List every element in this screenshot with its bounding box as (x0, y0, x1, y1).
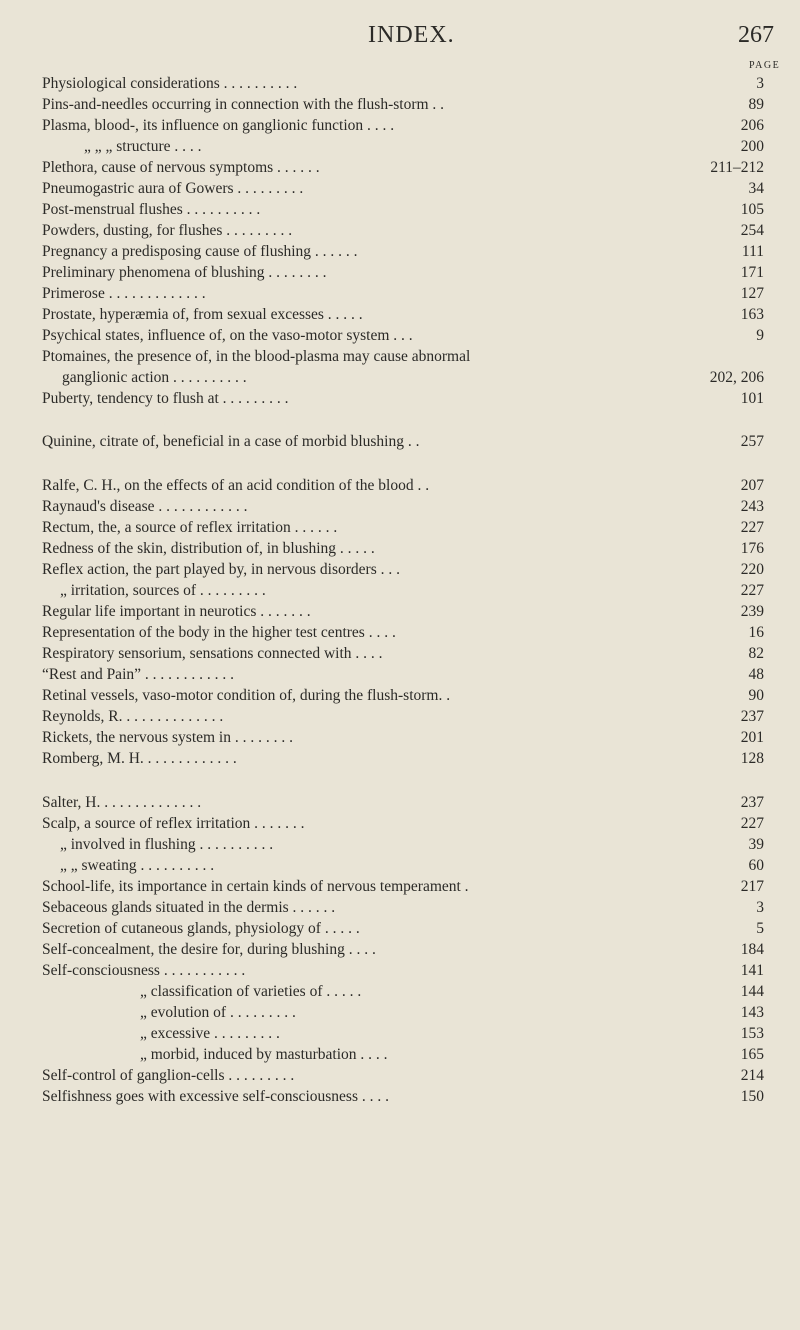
index-entry (42, 221, 764, 241)
entry-page: 257 (740, 433, 764, 450)
index-entry (42, 623, 764, 643)
entry-text: Powders, dusting, for flushes . . . . . . . . . (42, 222, 293, 239)
entry-text: Psychical states, influence of, on the vaso-motor system . . . (42, 327, 413, 344)
entry-text: Respiratory sensorium, sensations connected with . . . . (42, 645, 383, 662)
index-entry (60, 581, 764, 601)
entry-page: 105 (740, 201, 764, 218)
entry-page: 227 (740, 815, 764, 832)
entry-text: „ classification of varieties of . . . . . (140, 983, 362, 1000)
entry-text: Preliminary phenomena of blushing . . . . . . . . (42, 264, 327, 281)
entry-page: 150 (740, 1088, 764, 1105)
entry-text: Pneumogastric aura of Gowers . . . . . . . . . (42, 180, 304, 197)
entry-page: 48 (748, 666, 764, 683)
entry-text: Secretion of cutaneous glands, physiology of . . . . . (42, 920, 360, 937)
entry-text: Self-concealment, the desire for, during blushing . . . . (42, 941, 376, 958)
entry-text: Plethora, cause of nervous symptoms . . . . . . (42, 159, 320, 176)
entry-page: 128 (740, 750, 764, 767)
entry-text: Physiological considerations . . . . . . . . . . (42, 75, 298, 92)
index-entry (42, 158, 764, 178)
page-column-label: PAGE (749, 60, 781, 71)
index-entry (140, 1024, 764, 1044)
entry-page: 82 (748, 645, 764, 662)
entry-page: 9 (756, 327, 764, 344)
entry-text: Selfishness goes with excessive self-consciousness . . . . (42, 1088, 389, 1105)
entry-text: “Rest and Pain” . . . . . . . . . . . . (42, 666, 235, 683)
entry-text: Salter, H. . . . . . . . . . . . . . (42, 794, 202, 811)
page-title: INDEX. (368, 22, 455, 48)
index-entry (42, 95, 764, 115)
index-entry (42, 919, 764, 939)
page-number: 267 (738, 22, 774, 48)
index-entry (42, 432, 764, 452)
entry-page: 127 (740, 285, 764, 302)
index-entry (42, 284, 764, 304)
entry-page: 214 (740, 1067, 764, 1084)
entry-page: 217 (740, 878, 764, 895)
index-entry (42, 326, 764, 346)
entry-page: 163 (740, 306, 764, 323)
entry-page: 227 (740, 582, 764, 599)
index-entry (42, 602, 764, 622)
index-entry (42, 877, 764, 897)
entry-text: „ „ sweating . . . . . . . . . . (60, 857, 215, 874)
entry-page: 141 (740, 962, 764, 979)
index-entry (42, 518, 764, 538)
index-entry (42, 560, 764, 580)
entry-text: Ptomaines, the presence of, in the blood-plasma may cause abnormal (42, 348, 471, 365)
entry-text: „ „ „ structure . . . . (84, 138, 202, 155)
index-entry (42, 961, 764, 981)
entry-page: 239 (740, 603, 764, 620)
index-entry (42, 347, 764, 367)
entry-page: 220 (740, 561, 764, 578)
index-entry (42, 686, 764, 706)
entry-text: Scalp, a source of reflex irritation . . . . . . . (42, 815, 305, 832)
index-entry (84, 137, 764, 157)
index-entry (42, 793, 764, 813)
entry-page: 39 (748, 836, 764, 853)
index-entry (60, 835, 764, 855)
index-entry (60, 856, 764, 876)
entry-text: Self-consciousness . . . . . . . . . . . (42, 962, 246, 979)
entry-text: „ evolution of . . . . . . . . . (140, 1004, 296, 1021)
entry-page: 60 (748, 857, 764, 874)
entry-text: Post-menstrual flushes . . . . . . . . . . (42, 201, 261, 218)
index-entry (42, 242, 764, 262)
entry-page: 101 (740, 390, 764, 407)
entry-text: Redness of the skin, distribution of, in blushing . . . . . (42, 540, 375, 557)
index-entry (42, 1087, 764, 1107)
entry-page: 89 (748, 96, 764, 113)
entry-page: 201 (740, 729, 764, 746)
entry-page: 176 (740, 540, 764, 557)
index-entry (42, 898, 764, 918)
entry-text: Ralfe, C. H., on the effects of an acid condition of the blood . . (42, 477, 430, 494)
entry-page: 206 (740, 117, 764, 134)
index-entry (42, 116, 764, 136)
entry-page: 237 (740, 708, 764, 725)
index-entry (42, 74, 764, 94)
index-entry (42, 476, 764, 496)
entry-text: ganglionic action . . . . . . . . . . (62, 369, 247, 386)
entry-page: 153 (740, 1025, 764, 1042)
index-entry (42, 263, 764, 283)
entry-text: „ irritation, sources of . . . . . . . . . (60, 582, 266, 599)
entry-page: 202, 206 (709, 369, 764, 386)
entry-page: 143 (740, 1004, 764, 1021)
entry-page: 3 (756, 75, 764, 92)
entry-text: Prostate, hyperæmia of, from sexual excesses . . . . . (42, 306, 363, 323)
index-entry (42, 179, 764, 199)
entry-text: Puberty, tendency to flush at . . . . . . . . . (42, 390, 289, 407)
index-entry (42, 200, 764, 220)
entry-text: Representation of the body in the higher test centres . . . . (42, 624, 396, 641)
entry-text: Retinal vessels, vaso-motor condition of, during the flush-storm. . (42, 687, 451, 704)
entry-text: „ morbid, induced by masturbation . . . . (140, 1046, 388, 1063)
index-entry (62, 368, 764, 388)
entry-text: Sebaceous glands situated in the dermis . . . . . . (42, 899, 336, 916)
index-entry (42, 665, 764, 685)
entry-text: Rectum, the, a source of reflex irritation . . . . . . (42, 519, 338, 536)
index-entry (42, 749, 764, 769)
entry-text: Regular life important in neurotics . . . . . . . (42, 603, 311, 620)
entry-text: „ excessive . . . . . . . . . (140, 1025, 280, 1042)
index-entry (42, 940, 764, 960)
entry-page: 211–212 (710, 159, 764, 176)
entry-text: Pins-and-needles occurring in connection with the flush-storm . . (42, 96, 445, 113)
entry-page: 5 (756, 920, 764, 937)
index-entry (42, 497, 764, 517)
entry-text: Primerose . . . . . . . . . . . . . (42, 285, 206, 302)
entry-text: Raynaud's disease . . . . . . . . . . . . (42, 498, 248, 515)
entry-text: Romberg, M. H. . . . . . . . . . . . . (42, 750, 237, 767)
entry-text: School-life, its importance in certain kinds of nervous temperament . (42, 878, 469, 895)
entry-page: 227 (740, 519, 764, 536)
entry-text: „ involved in flushing . . . . . . . . . . (60, 836, 274, 853)
entry-page: 237 (740, 794, 764, 811)
entry-text: Quinine, citrate of, beneficial in a case of morbid blushing . . (42, 433, 420, 450)
index-entry (42, 707, 764, 727)
entry-text: Self-control of ganglion-cells . . . . . . . . . (42, 1067, 295, 1084)
entry-page: 171 (740, 264, 764, 281)
index-entry (42, 1066, 764, 1086)
entry-page: 165 (740, 1046, 764, 1063)
entry-page: 184 (740, 941, 764, 958)
entry-text: Rickets, the nervous system in . . . . . . . . (42, 729, 293, 746)
running-header (0, 22, 800, 58)
index-entry (42, 644, 764, 664)
entry-page: 207 (740, 477, 764, 494)
entry-page: 243 (740, 498, 764, 515)
entry-page: 144 (740, 983, 764, 1000)
index-entry (42, 728, 764, 748)
entry-page: 200 (740, 138, 764, 155)
entry-page: 16 (748, 624, 764, 641)
entry-text: Reflex action, the part played by, in nervous disorders . . . (42, 561, 400, 578)
entry-page: 90 (748, 687, 764, 704)
entry-text: Pregnancy a predisposing cause of flushing . . . . . . (42, 243, 358, 260)
index-entry (140, 982, 764, 1002)
index-entry (42, 389, 764, 409)
index-entry (42, 814, 764, 834)
entry-text: Plasma, blood-, its influence on ganglionic function . . . . (42, 117, 395, 134)
index-entry (140, 1045, 764, 1065)
index-entry (42, 539, 764, 559)
entry-page: 111 (741, 243, 764, 260)
index-entry (140, 1003, 764, 1023)
entry-page: 34 (748, 180, 764, 197)
entry-page: 254 (740, 222, 764, 239)
entry-page: 3 (756, 899, 764, 916)
index-entry (42, 305, 764, 325)
entry-text: Reynolds, R. . . . . . . . . . . . . . (42, 708, 224, 725)
